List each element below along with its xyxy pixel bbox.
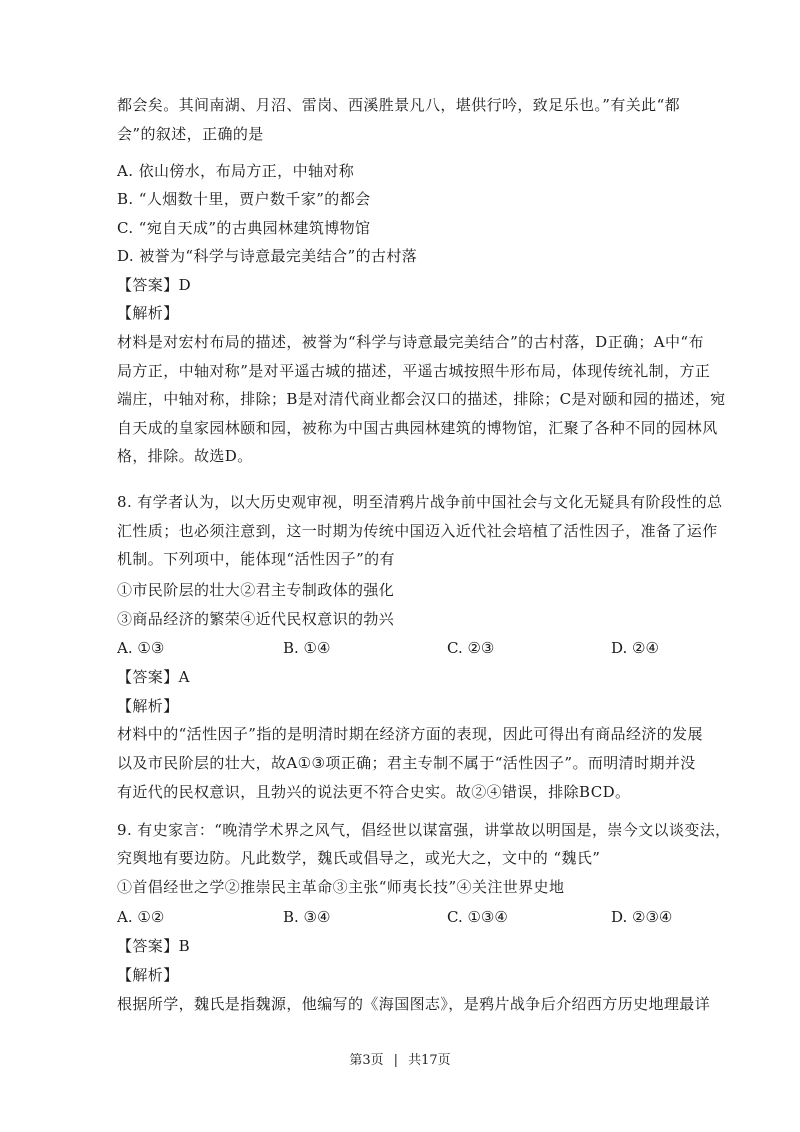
q8-analysis-line-2: 以及市民阶层的壮大，故A①③项正确；君主专制不属于“活性因子”。而明清时期并没 xyxy=(117,754,696,772)
q7-answer: 【答案】D xyxy=(117,276,192,294)
q7-stem-line-2: 会”的叙述，正确的是 xyxy=(117,125,264,143)
q7-option-b: B. “人烟数十里，贾户数千家”的都会 xyxy=(117,190,371,208)
q9-answer: 【答案】B xyxy=(117,937,191,955)
q8-analysis-line-3: 有近代的民权意识，且勃兴的说法更不符合史实。故②④错误，排除BCD。 xyxy=(117,783,631,801)
q9-choices-line: ①首倡经世之学②推崇民主革命③主张“师夷长技”④关注世界史地 xyxy=(117,878,565,896)
q7-analysis-line-3: 端庄，中轴对称，排除；B是对清代商业都会汉口的描述，排除；C是对颐和园的描述，宛 xyxy=(117,390,726,408)
q8-stem-line-2: 汇性质；也必须注意到，这一时期为传统中国迈入近代社会培植了活性因子，准备了运作 xyxy=(117,522,718,540)
q8-option-c: C. ②③ xyxy=(447,639,495,657)
q7-analysis-label: 【解析】 xyxy=(117,304,179,322)
q9-option-d: D. ②③④ xyxy=(611,908,673,926)
q9-option-b: B. ③④ xyxy=(283,908,331,926)
q7-option-d: D. 被誉为“科学与诗意最完美结合”的古村落 xyxy=(117,247,418,265)
q8-answer: 【答案】A xyxy=(117,668,190,686)
q8-option-a: A. ①③ xyxy=(117,639,165,657)
q8-stem-line-3: 机制。下列项中，能体现“活性因子”的有 xyxy=(117,550,395,568)
q8-options-row xyxy=(117,638,677,658)
page-footer xyxy=(0,1049,800,1068)
q9-option-c: C. ①③④ xyxy=(447,908,508,926)
q8-stem-line-1: 8. 有学者认为，以大历史观审视，明至清鸦片战争前中国社会与文化无疑具有阶段性的总 xyxy=(117,493,723,511)
q8-analysis-line-1: 材料中的“活性因子”指的是明清时期在经济方面的表现，因此可得出有商品经济的发展 xyxy=(117,725,703,743)
q7-stem-line-1: 都会矣。其间南湖、月沼、雷岗、西溪胜景凡八，堪供行吟，致足乐也。”有关此“都 xyxy=(117,96,681,114)
q7-analysis-line-2: 局方正，中轴对称”是对平遥古城的描述，平遥古城按照牛形布局，体现传统礼制，方正 xyxy=(117,362,711,380)
q7-analysis-line-1: 材料是对宏村布局的描述，被誉为“科学与诗意最完美结合”的古村落，D正确；A中“布 xyxy=(117,333,704,351)
q7-analysis-line-5: 格，排除。故选D。 xyxy=(117,447,253,465)
q7-analysis-line-4: 自天成的皇家园林颐和园，被称为中国古典园林建筑的博物馆，汇聚了各种不同的园林风 xyxy=(117,419,718,437)
q8-option-b: B. ①④ xyxy=(283,639,331,657)
q8-choices-line-1: ①市民阶层的壮大②君主专制政体的强化 xyxy=(117,581,395,599)
page-total: 共17页 xyxy=(408,1053,451,1068)
q9-stem-line-1: 9. 有史家言：“晚清学术界之风气，倡经世以谋富强，讲掌故以明国是，崇今文以谈变法， xyxy=(117,821,731,839)
q9-analysis-line-1: 根据所学，魏氏是指魏源，他编写的《海国图志》，是鸦片战争后介绍西方历史地理最详 xyxy=(117,995,711,1013)
q9-analysis-label: 【解析】 xyxy=(117,966,179,984)
footer-separator: | xyxy=(393,1053,399,1068)
page-number: 第3页 xyxy=(349,1053,384,1068)
q7-option-a: A. 依山傍水，布局方正，中轴对称 xyxy=(117,162,355,180)
q9-option-a: A. ①② xyxy=(117,908,165,926)
q8-option-d: D. ②④ xyxy=(611,639,659,657)
q9-stem-line-2: 究舆地有要边防。凡此数学，魏氏或倡导之，或光大之，文中的 “魏氏” xyxy=(117,849,601,867)
q9-options-row xyxy=(117,907,677,927)
q7-option-c: C. “宛自天成”的古典园林建筑博物馆 xyxy=(117,219,371,237)
q8-choices-line-2: ③商品经济的繁荣④近代民权意识的勃兴 xyxy=(117,610,395,628)
q8-analysis-label: 【解析】 xyxy=(117,697,179,715)
